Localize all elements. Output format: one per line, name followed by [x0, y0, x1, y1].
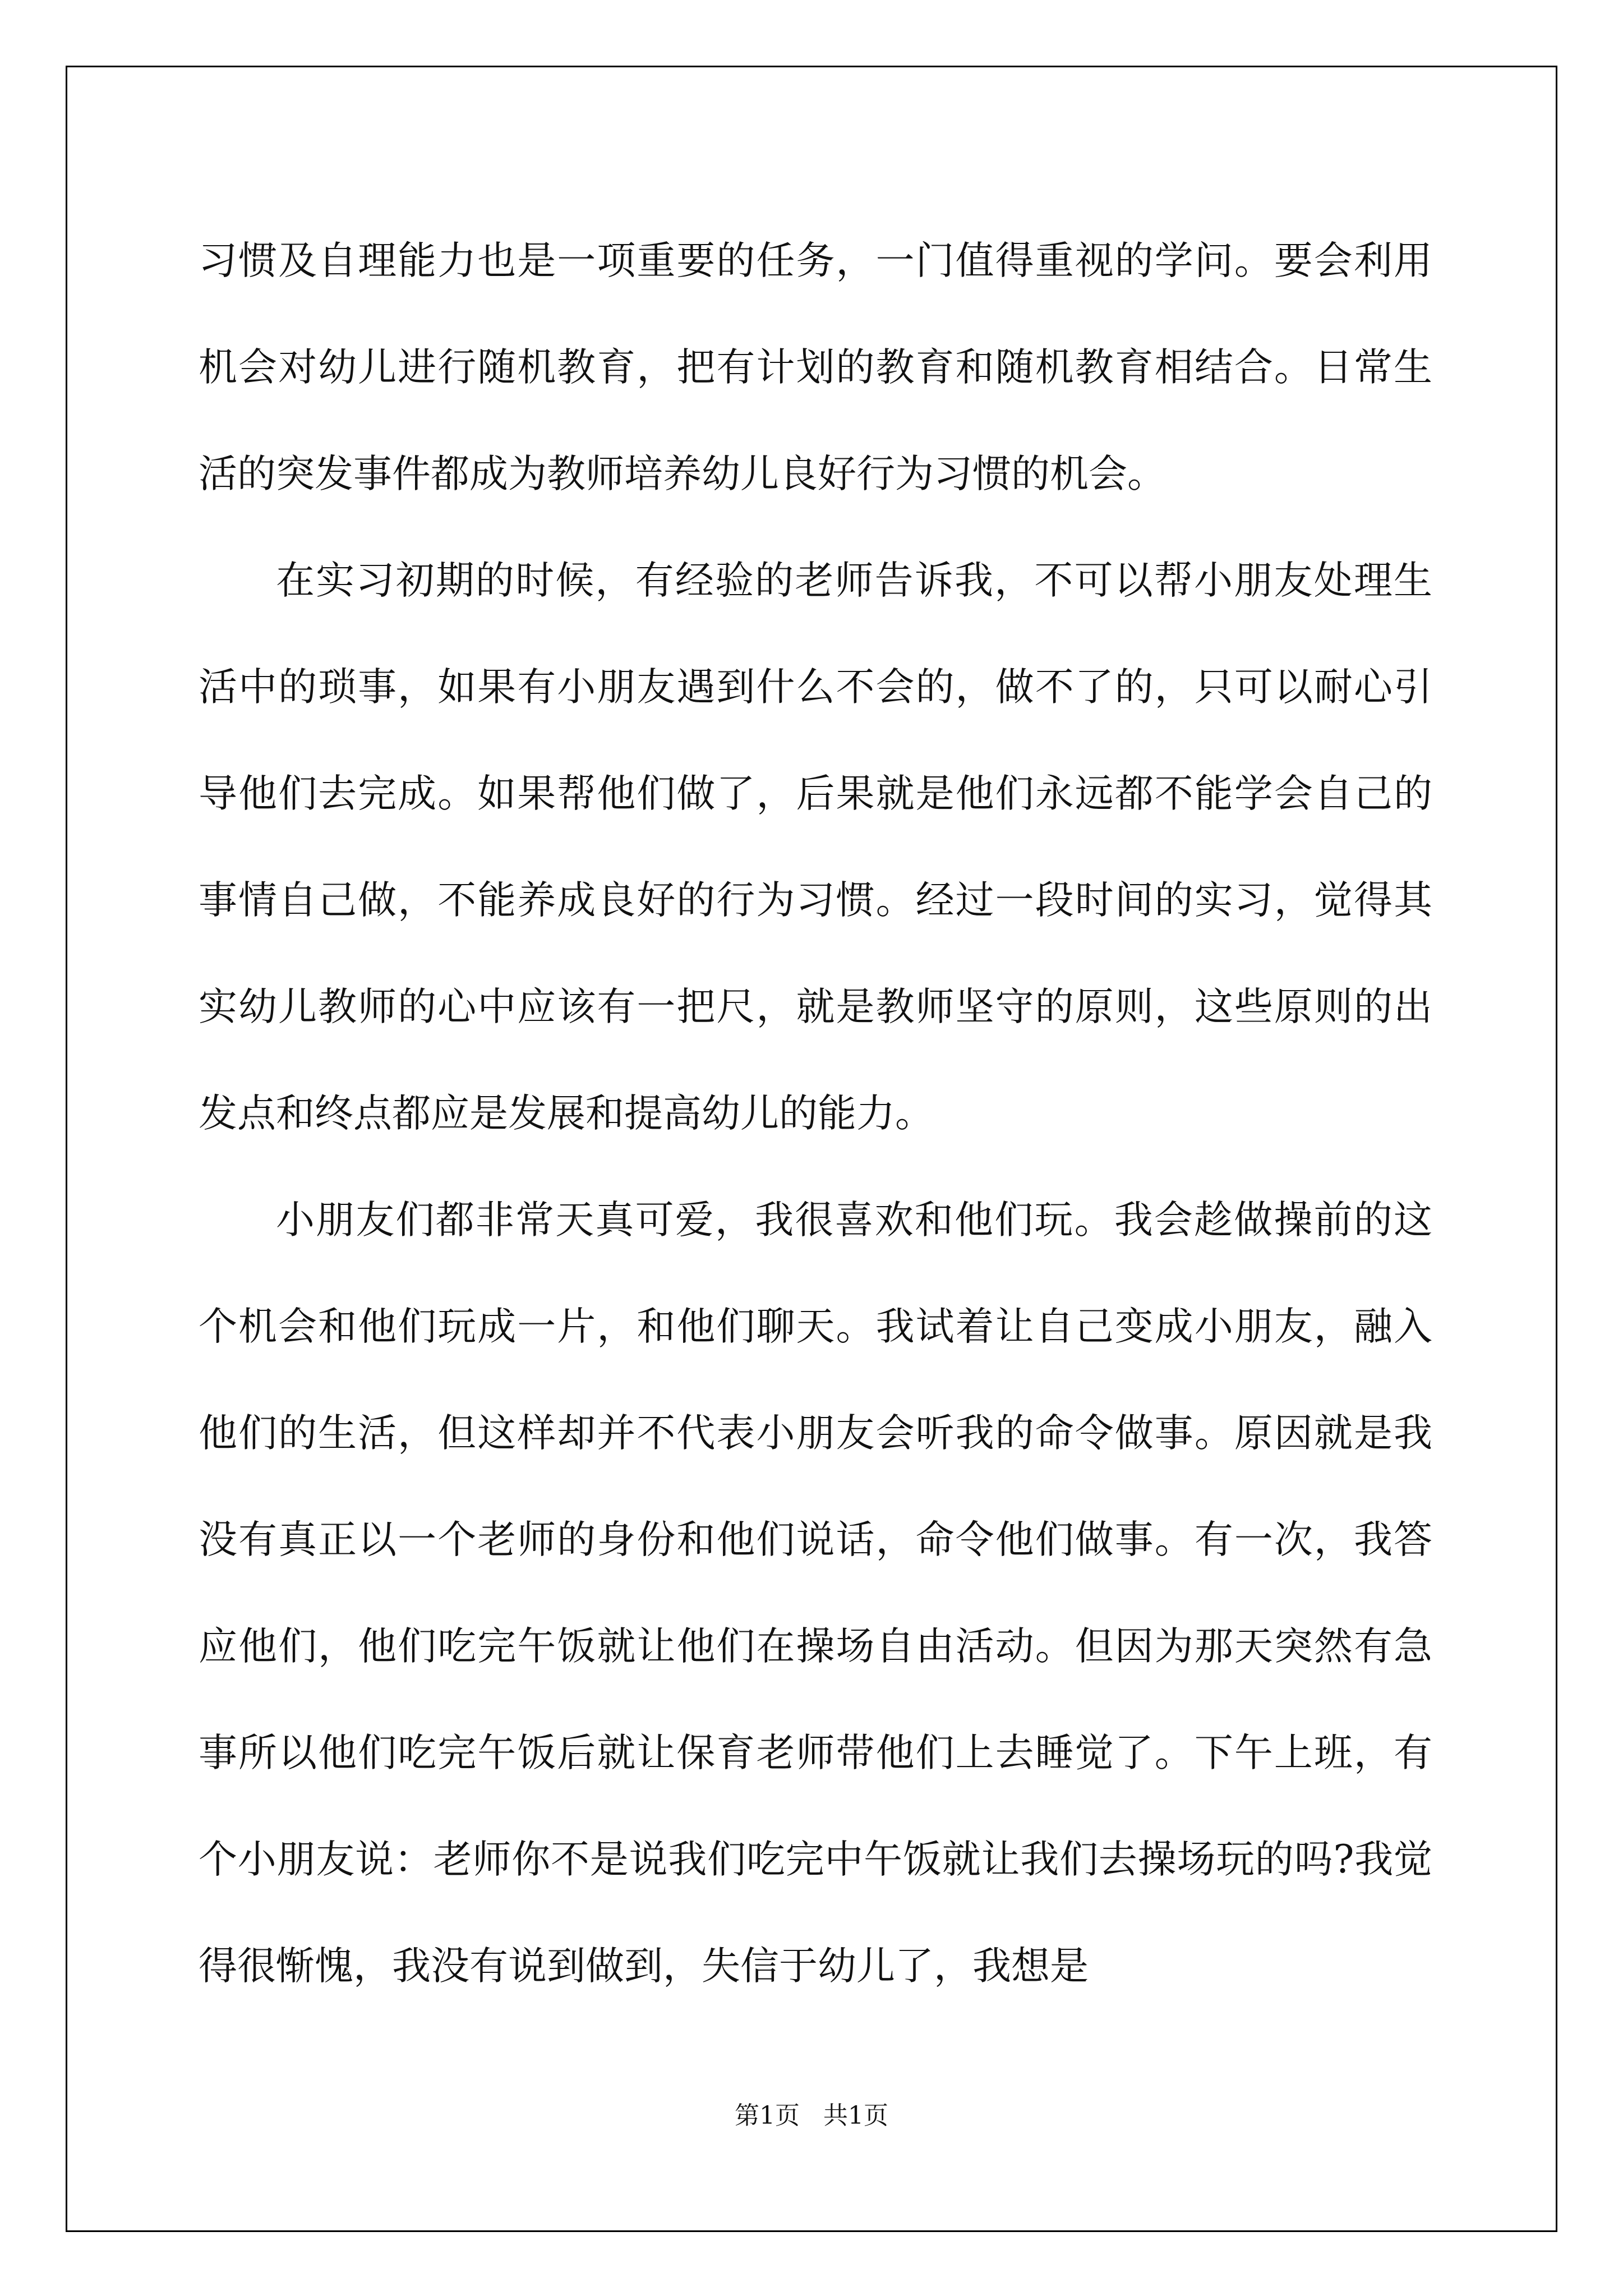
paragraph-1: 习惯及自理能力也是一项重要的任务，一门值得重视的学问。要会利用机会对幼儿进行随机教育，把有计划的教育和随机教育相结合。日常生活的突发事件都成为教师培养幼儿良好行为习惯的机会。 — [199, 238, 1432, 496]
page-number-footer: 第1页 共1页 — [735, 2101, 888, 2130]
paragraph-2: 在实习初期的时候，有经验的老师告诉我，不可以帮小朋友处理生活中的琐事，如果有小朋友遇到什么不会的，做不了的，只可以耐心引导他们去完成。如果帮他们做了，后果就是他们永远都不能学会自己的事情自己做，不能养成良好的行为习惯。经过一段时间的实习，觉得其实幼儿教师的心中应该有一把尺，就是教师坚守的原则，这些原则的出发点和终点都应是发展和提高幼儿的能力。 — [199, 558, 1432, 1136]
paragraph-3: 小朋友们都非常天真可爱，我很喜欢和他们玩。我会趁做操前的这个机会和他们玩成一片，和他们聊天。我试着让自己变成小朋友，融入他们的生活，但这样却并不代表小朋友会听我的命令做事。原因就是我没有真正以一个老师的身份和他们说话，命令他们做事。有一次，我答应他们，他们吃完午饭就让他们在操场自由活动。但因为那天突然有急事所以他们吃完午饭后就让保育老师带他们上去睡觉了。下午上班，有个小朋友说：老师你不是说我们吃完中午饭就让我们去操场玩的吗?我觉得很惭愧，我没有说到做到，失信于幼儿了，我想是 — [199, 1198, 1432, 1989]
document-body — [199, 208, 1432, 2019]
